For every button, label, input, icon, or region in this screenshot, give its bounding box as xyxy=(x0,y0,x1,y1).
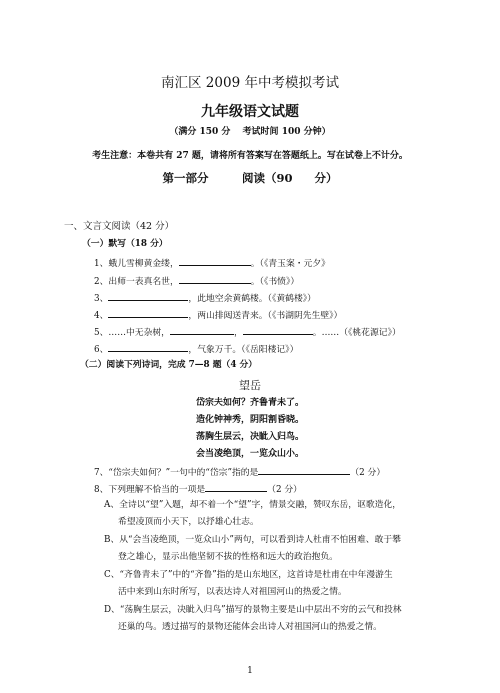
option-b-line-2: 登之雄心，显示出他坚韧不拔的性格和远大的政治抱负。 xyxy=(118,552,338,562)
section1-heading: 一、文言文阅读（42 分） xyxy=(64,221,175,232)
question-3 xyxy=(94,291,316,305)
q2-prefix: 2、出师一表真名世， xyxy=(94,277,179,287)
question-5 xyxy=(94,325,401,339)
option-d-line-1: D、“荡胸生层云，决眦入归鸟”描写的景物主要是山中层出不穷的云气和投林 xyxy=(104,605,402,615)
q6-suffix: ，气象万千。（《岳阳楼记》） xyxy=(188,345,299,355)
sub2-heading: （二）阅读下列诗词，完成 7—8 题（4 分） xyxy=(80,360,258,370)
question-2 xyxy=(94,274,299,288)
exam-notice: 考生注意：本卷共有 27 题，请将所有答案写在答题纸上。写在试卷上不计分。 xyxy=(92,151,408,161)
question-8 xyxy=(94,482,302,496)
question-1 xyxy=(94,256,330,270)
q5-blank-1[interactable] xyxy=(170,325,234,335)
poem-line: 荡胸生层云，决眦入归鸟。 xyxy=(195,432,304,442)
option-c-line-1: C、“齐鲁青未了”中的“齐鲁”指的是山东地区，这首诗是杜甫在中年漫游生 xyxy=(104,570,393,580)
q1-suffix: 。（《青玉案・元夕》 xyxy=(250,259,330,269)
q4-prefix: 4、 xyxy=(94,311,109,321)
q5-suffix: 。……（《桃花源记》） xyxy=(312,328,401,338)
q4-suffix: ，两山排闼送青来。（《书湖阴先生壁》） xyxy=(188,311,343,321)
sub1-heading: （一）默写（18 分） xyxy=(82,239,168,249)
q3-blank[interactable] xyxy=(108,291,188,301)
q3-prefix: 3、 xyxy=(94,294,109,304)
q8-text: 8、下列理解不恰当的一项是 xyxy=(94,485,206,495)
option-a-line-1: A、全诗以“望”入题，却不着一个“望”字，情景交融，赞叹东岳，讴歌造化， xyxy=(104,500,402,510)
q8-blank[interactable] xyxy=(205,482,267,492)
q6-prefix: 6、 xyxy=(94,345,109,355)
q7-text: 7、“岱宗夫如何？”一句中的“岱宗”指的是 xyxy=(94,468,259,478)
q4-blank[interactable] xyxy=(108,308,188,318)
q3-suffix: ，此地空余黄鹤楼。（《黄鹤楼》） xyxy=(188,294,316,304)
poem-line: 会当凌绝顶，一览众山小。 xyxy=(195,449,304,459)
exam-meta: （满分 150 分 考试时间 100 分钟） xyxy=(169,127,331,137)
option-a-line-2: 希望凌顶而小天下，以抒雄心壮志。 xyxy=(118,517,259,527)
q1-blank[interactable] xyxy=(179,256,251,266)
q1-prefix: 1、蛾儿雪柳黄金缕， xyxy=(94,259,179,269)
exam-subtitle: 九年级语文试题 xyxy=(201,104,299,120)
exam-title: 南汇区 2009 年中考模拟考试 xyxy=(161,75,339,91)
question-7 xyxy=(94,465,385,479)
q5-blank-2[interactable] xyxy=(243,325,313,335)
option-b-line-1: B、从“会当凌绝顶，一览众山小”两句，可以看到诗人杜甫不怕困难、敢于攀 xyxy=(104,535,401,545)
q8-score: （2 分） xyxy=(267,485,302,495)
page-number: 1 xyxy=(247,666,253,676)
option-c-line-2: 活中来到山东时所写，以表达诗人对祖国河山的热爱之情。 xyxy=(118,587,347,597)
part-title: 第一部分 阅读（90 分） xyxy=(162,171,338,185)
q7-score: （2 分） xyxy=(350,468,386,478)
q6-blank[interactable] xyxy=(108,342,188,352)
q5-prefix: 5、……中无杂树， xyxy=(94,328,170,338)
question-6 xyxy=(94,342,298,356)
q2-suffix: 。（《书愤》） xyxy=(250,277,300,287)
poem-title: 望岳 xyxy=(239,379,261,392)
q5-middle: ， xyxy=(233,328,243,338)
q2-blank[interactable] xyxy=(179,274,251,284)
option-d-line-2: 还巢的鸟。透过描写的景物还能体会出诗人对祖国河山的热爱之情。 xyxy=(118,622,382,632)
question-4 xyxy=(94,308,342,322)
q7-blank[interactable] xyxy=(258,465,350,475)
poem-line: 岱宗夫如何？齐鲁青未了。 xyxy=(195,398,304,408)
poem-line: 造化钟神秀，阴阳割昏晓。 xyxy=(195,415,304,425)
